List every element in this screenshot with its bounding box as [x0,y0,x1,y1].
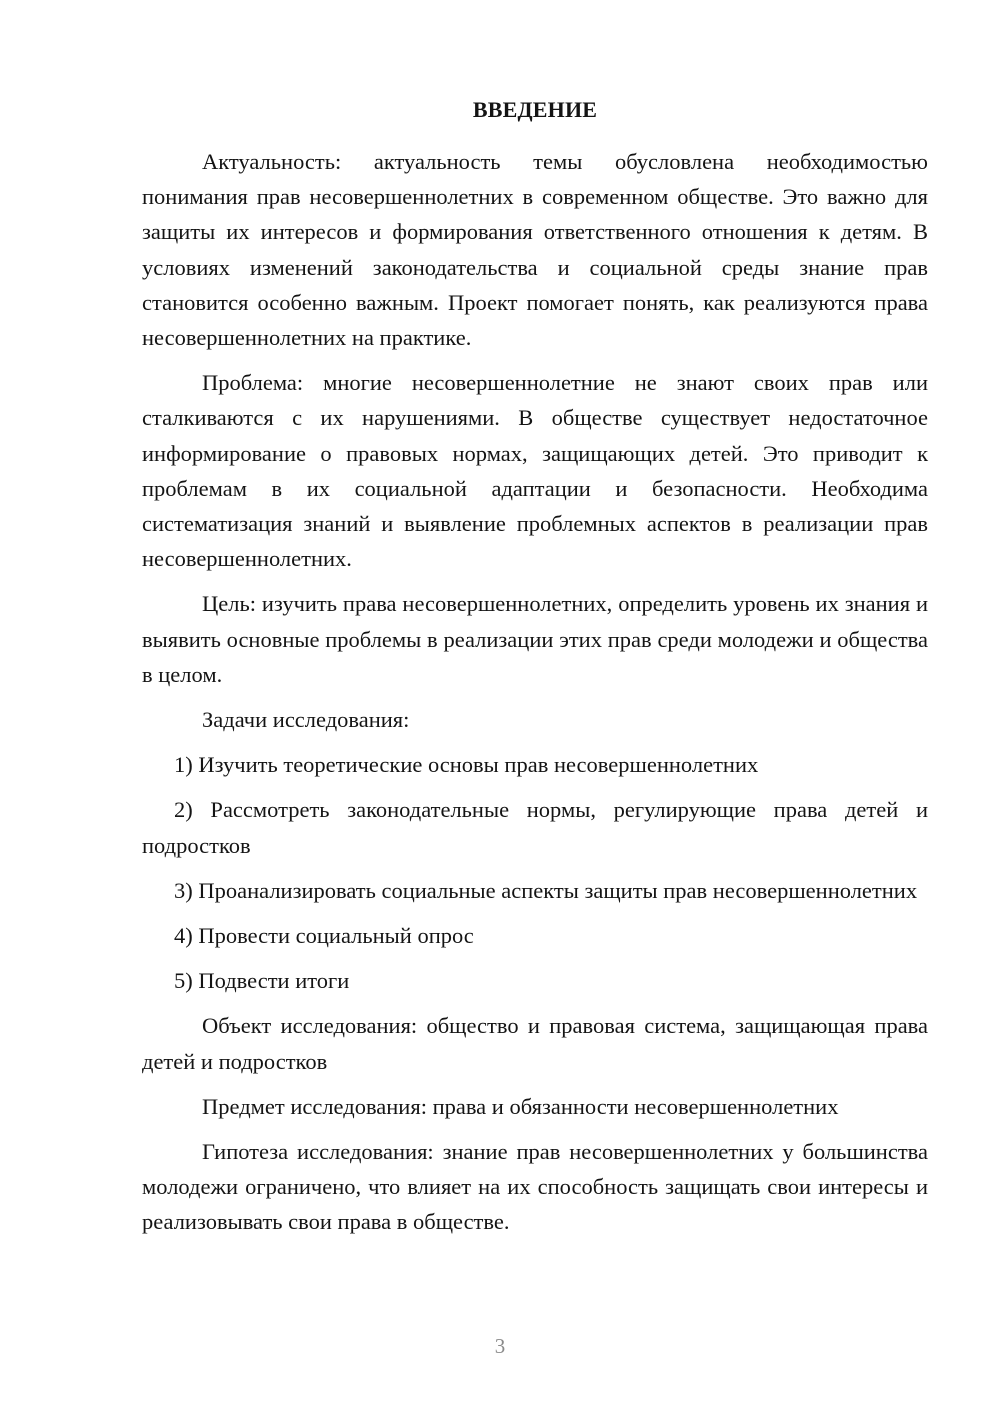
hypothesis-paragraph: Гипотеза исследования: знание прав несовершеннолетних у большинства молодежи ограничено, что влияет на их способность защищать свои интересы и реализовывать свои права в обществе. [142,1139,928,1235]
relevance-paragraph: Актуальность: актуальность темы обусловлена необходимостью понимания прав несовершеннолетних в современном обществе. Это важно для защиты их интересов и формирования ответственного отношения к детям. В условиях изменений законодательства и социальной среды знание прав становится особенно важным. Проект помогает понять, как реализуются права несовершеннолетних на практике. [142,149,928,351]
goal-paragraph: Цель: изучить права несовершеннолетних, определить уровень их знания и выявить основные проблемы в реализации этих прав среди молодежи и общества в целом. [142,591,928,687]
tasks-title: Задачи исследования: [202,707,410,733]
document-page [142,96,928,1250]
task-item-1: 1) Изучить теоретические основы прав несовершеннолетних [174,752,759,778]
task-item-3: 3) Проанализировать социальные аспекты защиты прав несовершеннолетних [174,877,918,903]
task-item-2: 2) Рассмотреть законодательные нормы, регулирующие права детей и подростков [142,797,928,858]
object-paragraph: Объект исследования: общество и правовая система, защищающая права детей и подростков [142,1013,928,1074]
page-number: 3 [494,1334,506,1358]
problem-paragraph: Проблема: многие несовершеннолетние не знают своих прав или сталкиваются с их нарушениями. В обществе существует недостаточное информирование о правовых нормах, защищающих детей. Это приводит к проблемам в их социальной адаптации и безопасности. Необходима систематизация знаний и выявление проблемных аспектов в реализации прав несовершеннолетних. [142,370,928,572]
page-title: ВВЕДЕНИЕ [472,97,598,122]
task-item-5: 5) Подвести итоги [174,968,350,994]
subject-paragraph: Предмет исследования: права и обязанности несовершеннолетних [202,1093,839,1119]
task-item-4: 4) Провести социальный опрос [174,923,474,949]
